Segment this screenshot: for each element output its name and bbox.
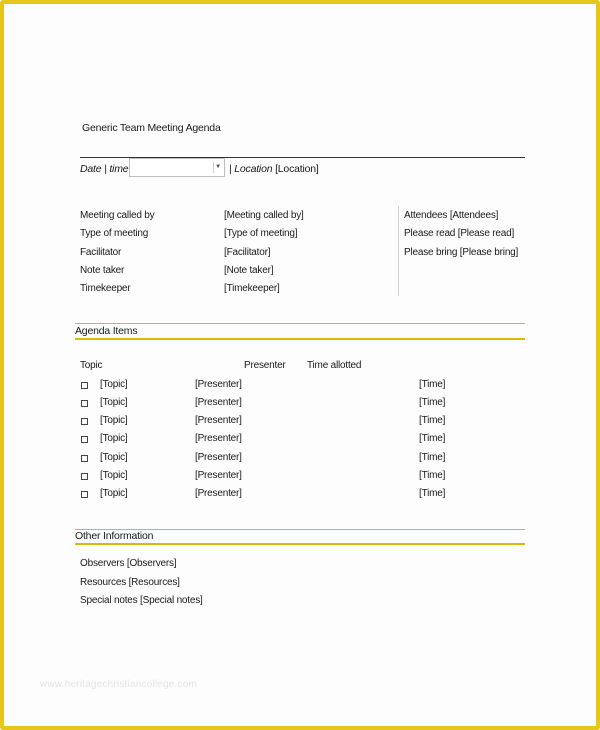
topic-cell: [Topic] — [100, 433, 128, 444]
checkbox[interactable] — [81, 455, 88, 462]
checkbox[interactable] — [81, 418, 88, 425]
facilitator-value: [Facilitator] — [224, 247, 271, 258]
other-bottom-rule — [75, 543, 525, 545]
timekeeper-value: [Timekeeper] — [224, 283, 280, 294]
checkbox[interactable] — [81, 400, 88, 407]
checkbox[interactable] — [81, 382, 88, 389]
presenter-cell: [Presenter] — [195, 415, 242, 426]
presenter-cell: [Presenter] — [195, 470, 242, 481]
other-section-title: Other Information — [75, 530, 154, 542]
checkbox[interactable] — [81, 436, 88, 443]
topic-column-header: Topic — [80, 360, 103, 371]
presenter-column-header: Presenter — [244, 360, 286, 371]
resources-field: Resources [Resources] — [80, 577, 180, 588]
topic-cell: [Topic] — [100, 470, 128, 481]
agenda-bottom-rule — [75, 338, 525, 340]
time-cell: [Time] — [419, 452, 446, 463]
time-cell: [Time] — [419, 397, 446, 408]
time-cell: [Time] — [419, 470, 446, 481]
time-cell: [Time] — [419, 433, 446, 444]
presenter-cell: [Presenter] — [195, 397, 242, 408]
type-of-meeting-label: Type of meeting — [80, 228, 149, 239]
observers-field: Observers [Observers] — [80, 558, 177, 569]
please-bring-field: Please bring [Please bring] — [404, 247, 519, 258]
topic-cell: [Topic] — [100, 379, 128, 390]
checkbox[interactable] — [81, 473, 88, 480]
time-cell: [Time] — [419, 488, 446, 499]
presenter-cell: [Presenter] — [195, 452, 242, 463]
topic-cell: [Topic] — [100, 488, 128, 499]
meeting-called-by-label: Meeting called by — [80, 210, 155, 221]
time-cell: [Time] — [419, 379, 446, 390]
topic-cell: [Topic] — [100, 397, 128, 408]
presenter-cell: [Presenter] — [195, 379, 242, 390]
column-divider — [398, 206, 399, 296]
note-taker-label: Note taker — [80, 265, 125, 276]
note-taker-value: [Note taker] — [224, 265, 274, 276]
date-label: Date | time — [80, 163, 129, 175]
special-notes-field: Special notes [Special notes] — [80, 595, 203, 606]
meeting-called-by-value: [Meeting called by] — [224, 210, 304, 221]
agenda-section-title: Agenda Items — [75, 325, 138, 337]
location-field: | Location [Location] — [229, 163, 319, 175]
please-read-field: Please read [Please read] — [404, 228, 515, 239]
document-title: Generic Team Meeting Agenda — [82, 122, 221, 134]
time-column-header: Time allotted — [307, 360, 362, 371]
agenda-top-rule — [75, 323, 525, 324]
watermark: www.heritagechristiancollege.com — [40, 679, 198, 690]
presenter-cell: [Presenter] — [195, 488, 242, 499]
time-cell: [Time] — [419, 415, 446, 426]
checkbox[interactable] — [81, 491, 88, 498]
location-value: [Location] — [272, 163, 319, 175]
location-label: Location — [234, 163, 273, 175]
timekeeper-label: Timekeeper — [80, 283, 131, 294]
type-of-meeting-value: [Type of meeting] — [224, 228, 298, 239]
date-time-field[interactable] — [129, 158, 225, 177]
attendees-field: Attendees [Attendees] — [404, 210, 499, 221]
topic-cell: [Topic] — [100, 415, 128, 426]
dropdown-arrow-icon[interactable]: ▼ — [213, 162, 222, 173]
facilitator-label: Facilitator — [80, 247, 122, 258]
presenter-cell: [Presenter] — [195, 433, 242, 444]
topic-cell: [Topic] — [100, 452, 128, 463]
